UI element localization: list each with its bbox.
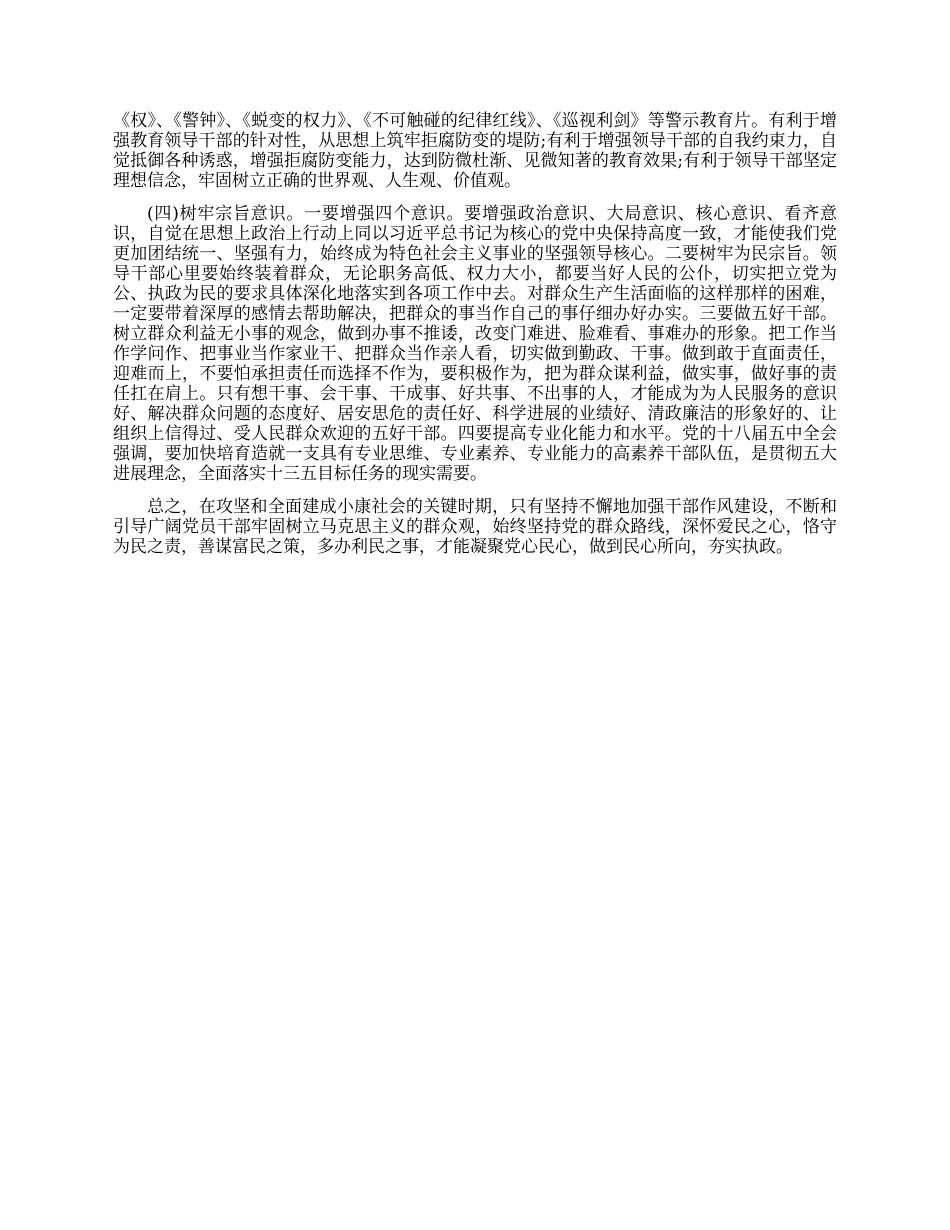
paragraph-warning-films: 《权》、《警钟》、《蜕变的权力》、《不可触碰的纪律红线》、《巡视利剑》等警示教育片。有利于增强教育领导干部的针对性，从思想上筑牢拒腐防变的堤防;有利于增强领导干部的自我约束力，自觉抵御各种诱惑，增强拒腐防变能力，达到防微杜渐、见微知著的教育效果;有利于领导干部坚定理想信念，牢固树立正确的世界观、人生观、价值观。 <box>113 111 837 191</box>
paragraph-purpose-awareness: (四)树牢宗旨意识。一要增强四个意识。要增强政治意识、大局意识、核心意识、看齐意识，自觉在思想上政治上行动上同以习近平总书记为核心的党中央保持高度一致，才能使我们党更加团结统一、坚强有力，始终成为特色社会主义事业的坚强领导核心。二要树牢为民宗旨。领导干部心里要始终装着群众，无论职务高低、权力大小，都要当好人民的公仆，切实把立党为公、执政为民的要求具体深化地落实到各项工作中去。对群众生产生活面临的这样那样的困难，一定要带着深厚的感情去帮助解决，把群众的事当作自己的事仔细办好办实。三要做五好干部。树立群众利益无小事的观念，做到办事不推诿，改变门难进、脸难看、事难办的形象。把工作当作学问作、把事业当作家业干、把群众当作亲人看，切实做到勤政、干事。做到敢于直面责任，迎难而上，不要怕承担责任而选择不作为，要积极作为，把为群众谋利益，做实事，做好事的责任扛在肩上。只有想干事、会干事、干成事、好共事、不出事的人，才能成为为人民服务的意识好、解决群众问题的态度好、居安思危的责任好、科学进展的业绩好、清政廉洁的形象好的、让组织上信得过、受人民群众欢迎的五好干部。四要提高专业化能力和水平。党的十八届五中全会强调，要加快培育造就一支具有专业思维、专业素养、专业能力的高素养干部队伍，是贯彻五大进展理念，全面落实十三五目标任务的现实需要。 <box>113 204 837 484</box>
paragraph-conclusion: 总之，在攻坚和全面建成小康社会的关键时期，只有坚持不懈地加强干部作风建设，不断和引导广阔党员干部牢固树立马克思主义的群众观，始终坚持党的群众路线，深怀爱民之心，恪守为民之责，善谋富民之策，多办利民之事，才能凝聚党心民心，做到民心所向，夯实执政。 <box>113 497 837 557</box>
document-page <box>113 111 837 570</box>
